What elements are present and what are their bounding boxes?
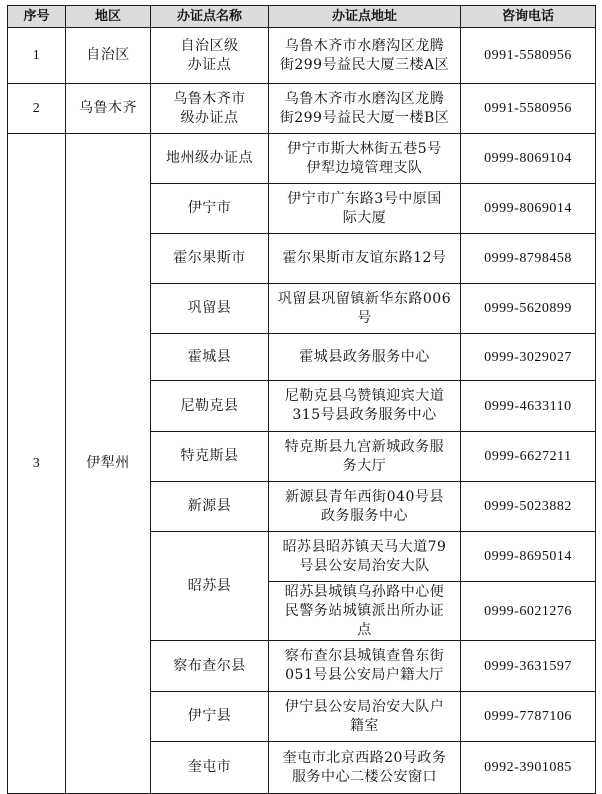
row-address: 霍尔果斯市友谊东路12号 [269, 234, 461, 284]
row-address: 特克斯县九宫新城政务服 务大厅 [269, 432, 461, 482]
header-region: 地区 [66, 6, 151, 28]
header-office: 办证点名称 [151, 6, 269, 28]
row-address: 察布查尔县城镇查鲁东街 051号县公安局户籍大厅 [269, 641, 461, 692]
header-phone: 咨询电话 [461, 6, 596, 28]
row-phone: 0999-3029027 [461, 334, 596, 381]
row-address: 奎屯市北京西路20号政务 服务中心二楼公安窗口 [269, 742, 461, 794]
row-phone: 0999-8798458 [461, 234, 596, 284]
row-office: 巩留县 [151, 284, 269, 334]
row-office: 新源县 [151, 482, 269, 532]
table-row [8, 134, 596, 184]
table-body [8, 28, 596, 794]
row-office: 乌鲁木齐市 级办证点 [151, 84, 269, 134]
row-address: 伊宁市斯大林街五巷5号 伊犁边境管理支队 [269, 134, 461, 184]
row-phone: 0991-5580956 [461, 28, 596, 84]
table-row [8, 84, 596, 134]
header-address: 办证点地址 [269, 6, 461, 28]
row-phone: 0991-5580956 [461, 84, 596, 134]
office-directory-table [7, 5, 596, 794]
row-office: 伊宁县 [151, 692, 269, 742]
row-region: 自治区 [66, 28, 151, 84]
row-phone: 0999-5620899 [461, 284, 596, 334]
header-row [8, 6, 596, 28]
row-region: 伊犁州 [66, 134, 151, 794]
row-office: 自治区级 办证点 [151, 28, 269, 84]
row-region: 乌鲁木齐 [66, 84, 151, 134]
row-office: 奎屯市 [151, 742, 269, 794]
row-phone: 0999-5023882 [461, 482, 596, 532]
row-office: 伊宁市 [151, 184, 269, 234]
row-office: 地州级办证点 [151, 134, 269, 184]
table-header [8, 6, 596, 28]
header-seq: 序号 [8, 6, 66, 28]
row-seq: 2 [8, 84, 66, 134]
row-address: 伊宁市广东路3号中原国 际大厦 [269, 184, 461, 234]
row-office: 特克斯县 [151, 432, 269, 482]
row-phone: 0999-8695014 [461, 532, 596, 582]
row-office: 昭苏县 [151, 532, 269, 641]
row-address: 巩留县巩留镇新华东路006 号 [269, 284, 461, 334]
row-phone: 0999-8069014 [461, 184, 596, 234]
row-office: 尼勒克县 [151, 381, 269, 432]
row-phone: 0999-4633110 [461, 381, 596, 432]
row-phone: 0999-6021276 [461, 582, 596, 641]
row-phone: 0999-8069104 [461, 134, 596, 184]
row-address: 乌鲁木齐市水磨沟区龙腾 街299号益民大厦三楼A区 [269, 28, 461, 84]
row-phone: 0992-3901085 [461, 742, 596, 794]
table-row [8, 28, 596, 84]
row-phone: 0999-6627211 [461, 432, 596, 482]
row-phone: 0999-3631597 [461, 641, 596, 692]
row-office: 霍尔果斯市 [151, 234, 269, 284]
row-office: 察布查尔县 [151, 641, 269, 692]
row-address: 新源县青年西街040号县 政务服务中心 [269, 482, 461, 532]
row-address: 尼勒克县乌赞镇迎宾大道 315号县政务服务中心 [269, 381, 461, 432]
row-address: 昭苏县昭苏镇天马大道79 号县公安局治安大队 [269, 532, 461, 582]
row-address: 伊宁县公安局治安大队户 籍室 [269, 692, 461, 742]
row-address: 乌鲁木齐市水磨沟区龙腾 街299号益民大厦一楼B区 [269, 84, 461, 134]
row-seq: 1 [8, 28, 66, 84]
row-office: 霍城县 [151, 334, 269, 381]
row-phone: 0999-7787106 [461, 692, 596, 742]
row-seq: 3 [8, 134, 66, 794]
row-address: 霍城县政务服务中心 [269, 334, 461, 381]
row-address: 昭苏县城镇乌孙路中心便 民警务站城镇派出所办证 点 [269, 582, 461, 641]
